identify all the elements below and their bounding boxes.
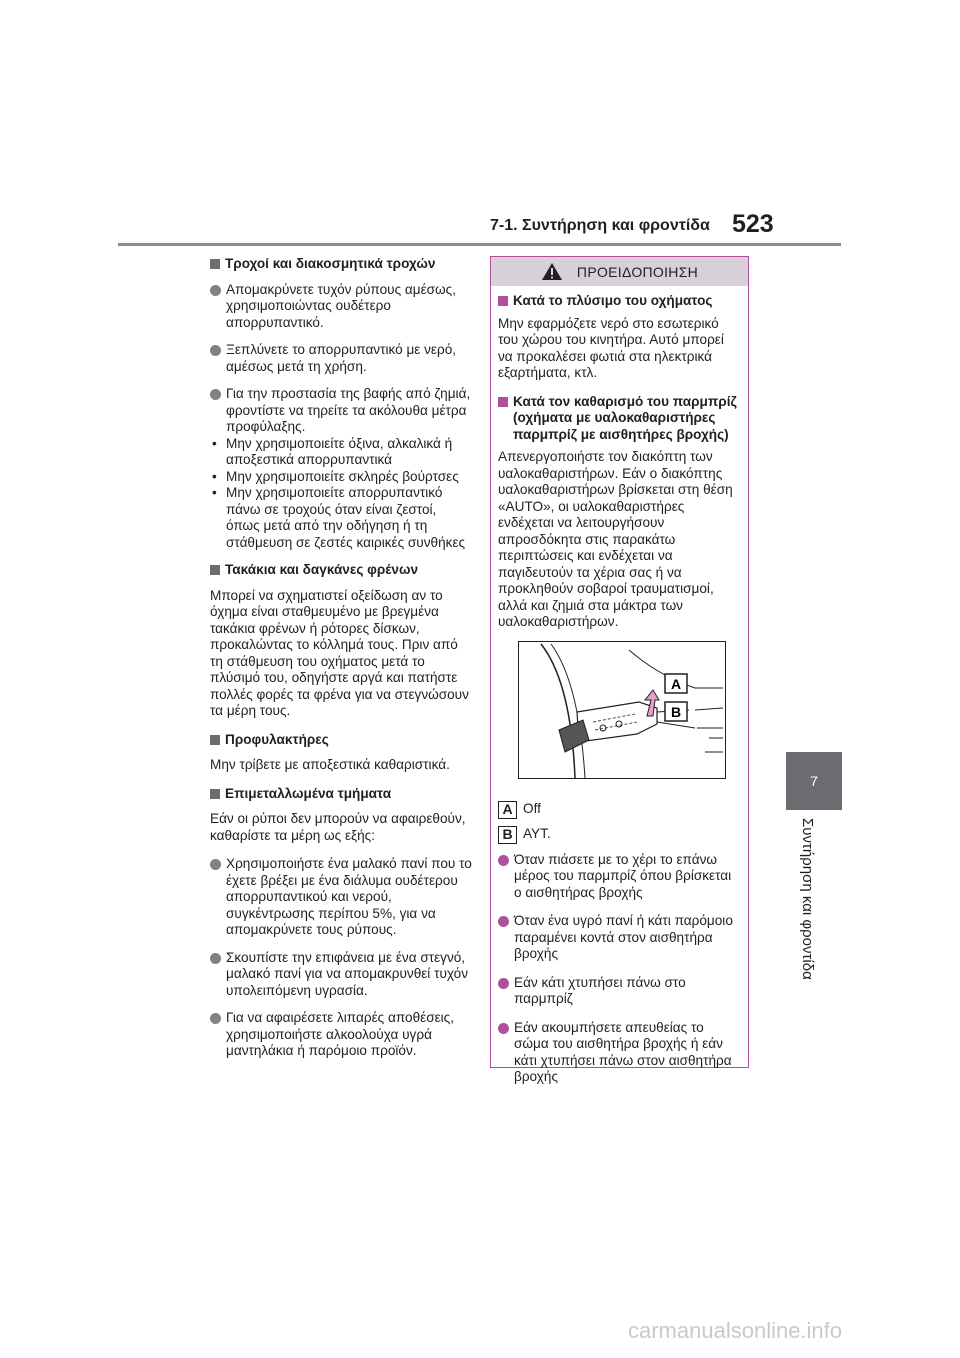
circle-bullet-icon (498, 1023, 509, 1034)
circle-bullet-icon (210, 285, 221, 296)
warning-heading: Κατά τον καθαρισμό του παρμπρίζ (οχήματα με υαλοκαθαριστήρες παρμπρίζ με αισθητήρες βροχής) (498, 394, 740, 444)
legend-text: Off (523, 801, 541, 817)
page-number: 523 (732, 210, 774, 238)
steering-column-drawing (519, 642, 725, 778)
section-heading: Προφυλακτήρες (210, 732, 472, 749)
warning-header (491, 257, 748, 286)
section-heading: Τακάκια και δαγκάνες φρένων (210, 562, 472, 579)
list-item: Για να αφαιρέσετε λιπαρές αποθέσεις, χρησιμοποιήστε αλκοολούχα υγρά μαντηλάκια ή παρόμοιο προϊόν. (210, 1010, 472, 1060)
left-column (210, 256, 472, 1071)
circle-bullet-icon (210, 1013, 221, 1024)
watermark-url: carmanualsonline.info (628, 1318, 843, 1343)
square-bullet-icon (210, 735, 220, 745)
list-item: Εάν ακουμπήσετε απευθείας το σώμα του αισθητήρα βροχής ή εάν κάτι χτυπήσει πάνω στον αισθητήρα βροχής (498, 1020, 740, 1086)
paragraph: Μπορεί να σχηματιστεί οξείδωση αν το όχημα είναι σταθμευμένο με βρεγμένα τακάκια φρένων ή ρότορες δίσκων, προκαλώντας το κόλλημά τους. Πριν από τη στάθμευση του οχήματος μετά το πλύσιμό του, οδηγήστε αργά και πατήστε πολλές φορές τα φρένα για να στεγνώσουν τα μέρη τους. (210, 587, 469, 718)
sub-list-item: • Μην χρησιμοποιείτε όξινα, αλκαλικά ή αποξεστικά απορρυπαντικά (212, 435, 453, 467)
warning-box (490, 256, 749, 1084)
circle-bullet-icon (498, 916, 509, 927)
legend-item (498, 826, 740, 844)
figure-label-b: B (670, 703, 682, 720)
sub-list-item: • Μην χρησιμοποιείτε σκληρές βούρτσες (212, 468, 459, 484)
paragraph: Απενεργοποιήστε τον διακόπτη των υαλοκαθαριστήρων. Εάν ο διακόπτης υαλοκαθαριστήρων βρίσκεται στη θέση «AUTO», οι υαλοκαθαριστήρες ενδέχεται να λειτουργήσουν απροσδόκητα στις παρακάτω περιπτώσεις και ενδέχεται να παγιδευτούν τα χέρια σας ή να προκληθούν σοβαροί τραυματισμοί, αλλά και ζημιά στα μάκτρα των υαλοκαθαριστήρων. (498, 449, 733, 629)
chapter-side-title: Συντήρηση και φροντίδα (799, 818, 816, 980)
square-bullet-icon (498, 296, 508, 306)
square-bullet-icon (210, 259, 220, 269)
figure-label-a: A (670, 675, 682, 692)
list-item: Εάν κάτι χτυπήσει πάνω στο παρμπρίζ (498, 975, 740, 1008)
list-item: Απομακρύνετε τυχόν ρύπους αμέσως, χρησιμοποιώντας ουδέτερο απορρυπαντικό. (210, 282, 472, 332)
warning-triangle-icon (541, 262, 563, 281)
list-item: Όταν πιάσετε με το χέρι το επάνω μέρος του παρμπρίζ όπου βρίσκεται ο αισθητήρας βροχής (498, 852, 740, 902)
section-heading: Τροχοί και διακοσμητικά τροχών (210, 256, 472, 273)
paragraph: Μην τρίβετε με αποξεστικά καθαριστικά. (210, 757, 450, 772)
circle-bullet-icon (210, 345, 221, 356)
circle-bullet-icon (498, 855, 509, 866)
paragraph: Εάν οι ρύποι δεν μπορούν να αφαιρεθούν, καθαρίστε τα μέρη ως εξής: (210, 811, 466, 843)
warning-heading: Κατά το πλύσιμο του οχήματος (498, 293, 740, 310)
sub-list (210, 436, 472, 552)
wiper-switch-illustration (518, 641, 726, 779)
legend-text: AYT. (523, 826, 551, 842)
chapter-tab[interactable]: 7 (786, 752, 842, 810)
warning-body (491, 286, 748, 1086)
square-bullet-icon (210, 789, 220, 799)
circle-bullet-icon (498, 978, 509, 989)
list-item: Ξεπλύνετε το απορρυπαντικό με νερό, αμέσως μετά τη χρήση. (210, 342, 472, 375)
list-item: Για την προστασία της βαφής από ζημιά, φροντίστε να τηρείτε τα ακόλουθα μέτρα προφύλαξης. (210, 386, 472, 436)
figure-legend (498, 801, 740, 844)
circle-bullet-icon (210, 859, 221, 870)
list-item: Σκουπίστε την επιφάνεια με ένα στεγνό, μαλακό πανί για να απομακρυνθεί τυχόν υπολειπόμενη υγρασία. (210, 950, 472, 1000)
header-divider (118, 243, 841, 246)
legend-key: B (498, 826, 517, 844)
circle-bullet-icon (210, 389, 221, 400)
circle-bullet-icon (210, 953, 221, 964)
square-bullet-icon (210, 565, 220, 575)
sub-list-item: • Μην χρησιμοποιείτε απορρυπαντικό πάνω σε τροχούς όταν είναι ζεστοί, όπως μετά από την οδήγηση ή τη στάθμευση σε ζεστές καιρικές συνθήκες (212, 485, 466, 550)
warning-title: ΠΡΟΕΙΔΟΠΟΙΗΣΗ (576, 263, 699, 280)
legend-item (498, 801, 740, 819)
paragraph: Μην εφαρμόζετε νερό στο εσωτερικό του χώρου του κινητήρα. Αυτό μπορεί να προκαλέσει φωτιά στα ηλεκτρικά εξαρτήματα, κτλ. (498, 315, 724, 380)
legend-key: A (498, 801, 517, 819)
section-heading: Επιμεταλλωμένα τμήματα (210, 786, 472, 803)
list-item: Χρησιμοποιήστε ένα μαλακό πανί που το έχετε βρέξει με ένα διάλυμα ουδέτερου απορρυπαντικού και νερού, συγκέντρωσης περίπου 5%, για να απομακρύνετε τους ρύπους. (210, 856, 472, 939)
section-title: 7-1. Συντήρηση και φροντίδα (490, 217, 710, 234)
list-item: Όταν ένα υγρό πανί ή κάτι παρόμοιο παραμένει κοντά στον αισθητήρα βροχής (498, 913, 740, 963)
square-bullet-icon (498, 397, 508, 407)
